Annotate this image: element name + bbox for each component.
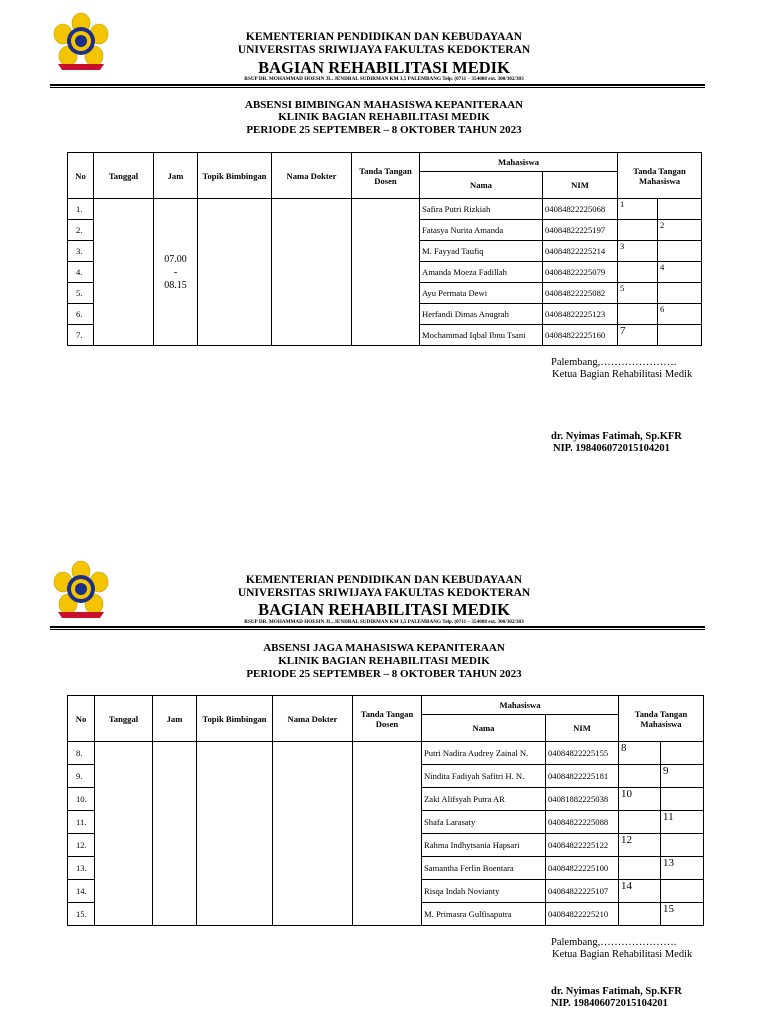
- student-nim: 04084822225155: [546, 742, 619, 765]
- jam-start: 07.00: [164, 253, 187, 265]
- student-nim: 04084822225100: [546, 857, 619, 880]
- signature-slot[interactable]: [618, 262, 658, 283]
- row-no: 2.: [68, 220, 94, 241]
- university-name: UNIVERSITAS SRIWIJAYA FAKULTAS KEDOKTERAN: [237, 587, 531, 599]
- signature-slot[interactable]: 15: [661, 903, 704, 926]
- student-nim: 04084822225068: [543, 199, 618, 220]
- sheet-title-3: PERIODE 25 SEPTEMBER – 8 OKTOBER TAHUN 2023: [246, 124, 522, 136]
- row-no: 3.: [68, 241, 94, 262]
- row-no: 14.: [68, 880, 95, 903]
- col-ttd-mahasiswa: Tanda Tangan Mahasiswa: [618, 153, 702, 199]
- col-ttd-dosen: Tanda Tangan Dosen: [352, 153, 420, 199]
- table-row: [68, 199, 702, 220]
- signature-slot[interactable]: [661, 788, 704, 811]
- department-name: BAGIAN REHABILITASI MEDIK: [258, 600, 510, 619]
- student-name: Samantha Ferlin Boentara: [422, 857, 546, 880]
- col-ttd-dosen: Tanda Tangan Dosen: [353, 696, 422, 742]
- signature-slot[interactable]: [658, 325, 702, 346]
- student-name: Mochammad Iqbal Ibnu Tsani: [420, 325, 543, 346]
- signature-slot[interactable]: [661, 880, 704, 903]
- col-mahasiswa: Mahasiswa: [420, 153, 618, 172]
- student-name: Herfandi Dimas Anugrah: [420, 304, 543, 325]
- topik-cell[interactable]: [197, 742, 273, 926]
- col-tanggal: Tanggal: [94, 153, 154, 199]
- col-no: No: [68, 153, 94, 199]
- signature-block: [551, 357, 692, 455]
- student-nim: 04084822225122: [546, 834, 619, 857]
- attendance-sheet-bimbingan: [0, 0, 768, 500]
- student-nim: 04084822225107: [546, 880, 619, 903]
- row-no: 13.: [68, 857, 95, 880]
- col-jam: Jam: [153, 696, 197, 742]
- ministry-name: KEMENTERIAN PENDIDIKAN DAN KEBUDAYAAN: [245, 31, 523, 43]
- signature-slot[interactable]: 10: [619, 788, 661, 811]
- student-nim: 04084822225214: [543, 241, 618, 262]
- sheet-title-2: KLINIK BAGIAN REHABILITASI MEDIK: [278, 111, 490, 123]
- sheet-title-1: ABSENSI JAGA MAHASISWA KEPANITERAAN: [263, 642, 505, 654]
- student-name: Putri Nadira Audrey Zainal N.: [422, 742, 546, 765]
- jam-end: 08.15: [164, 279, 187, 291]
- sheet-title-2: KLINIK BAGIAN REHABILITASI MEDIK: [278, 655, 490, 667]
- ministry-name: KEMENTERIAN PENDIDIKAN DAN KEBUDAYAAN: [245, 574, 523, 586]
- student-name: M. Fayyad Taufiq: [420, 241, 543, 262]
- student-nim: 04084822225079: [543, 262, 618, 283]
- signature-slot[interactable]: 11: [661, 811, 704, 834]
- university-name: UNIVERSITAS SRIWIJAYA FAKULTAS KEDOKTERAN: [237, 44, 531, 56]
- row-no: 12.: [68, 834, 95, 857]
- signature-slot[interactable]: 12: [619, 834, 661, 857]
- student-nim: 04081882225038: [546, 788, 619, 811]
- signature-slot[interactable]: 4: [658, 262, 702, 283]
- row-no: 5.: [68, 283, 94, 304]
- dokter-cell[interactable]: [272, 199, 352, 346]
- signature-slot[interactable]: [618, 304, 658, 325]
- signature-slot[interactable]: 7: [618, 325, 658, 346]
- row-no: 7.: [68, 325, 94, 346]
- table-row: [68, 742, 704, 765]
- attendance-table: [67, 695, 704, 926]
- col-nama: Nama: [420, 172, 543, 199]
- jam-cell[interactable]: [153, 742, 197, 926]
- jam-cell: [154, 199, 198, 346]
- student-name: Risqa Indah Novianty: [422, 880, 546, 903]
- col-topik: Topik Bimbingan: [197, 696, 273, 742]
- col-mahasiswa: Mahasiswa: [422, 696, 619, 715]
- topik-cell[interactable]: [198, 199, 272, 346]
- signature-slot[interactable]: 9: [661, 765, 704, 788]
- jam-sep: -: [173, 266, 178, 278]
- ttd-dosen-cell[interactable]: [353, 742, 422, 926]
- signature-slot[interactable]: 14: [619, 880, 661, 903]
- signature-slot[interactable]: [619, 811, 661, 834]
- student-nim: 04084822225160: [543, 325, 618, 346]
- address-line: RSUP DR. MOHAMMAD HOESIN JL. JENDRAL SUDIRMAN KM 3,5 PALEMBANG Telp. (0711 – 354088 ext. 300/302/303: [244, 619, 524, 625]
- row-no: 9.: [68, 765, 95, 788]
- sheet-title-3: PERIODE 25 SEPTEMBER – 8 OKTOBER TAHUN 2023: [246, 668, 522, 680]
- row-no: 10.: [68, 788, 95, 811]
- student-name: Shafa Larasaty: [422, 811, 546, 834]
- ttd-dosen-cell[interactable]: [352, 199, 420, 346]
- signature-slot[interactable]: [619, 857, 661, 880]
- student-nim: 04084822225210: [546, 903, 619, 926]
- tanggal-cell[interactable]: [94, 199, 154, 346]
- student-nim: 04084822225088: [546, 811, 619, 834]
- student-nim: 04084822225123: [543, 304, 618, 325]
- signature-block: [551, 937, 692, 1010]
- dokter-cell[interactable]: [273, 742, 353, 926]
- student-name: Zaki Alifsyah Putra AR: [422, 788, 546, 811]
- signature-slot[interactable]: [619, 765, 661, 788]
- letterhead-divider: [50, 626, 705, 630]
- signature-slot[interactable]: [661, 834, 704, 857]
- sign-place-date[interactable]: Palembang,………………….: [551, 357, 677, 368]
- signer-nip: NIP. 198406072015104201: [551, 998, 668, 1009]
- signature-slot[interactable]: [658, 283, 702, 304]
- col-no: No: [68, 696, 95, 742]
- signer-nip: NIP. 198406072015104201: [553, 443, 670, 454]
- col-jam: Jam: [154, 153, 198, 199]
- signature-slot[interactable]: 8: [619, 742, 661, 765]
- signer-name: dr. Nyimas Fatimah, Sp.KFR: [551, 986, 682, 997]
- student-nim: 04084822225197: [543, 220, 618, 241]
- student-name: Amanda Moeza Fadillah: [420, 262, 543, 283]
- col-ttd-mahasiswa: Tanda Tangan Mahasiswa: [619, 696, 704, 742]
- col-nim: NIM: [546, 715, 619, 742]
- attendance-sheet-jaga: [0, 560, 768, 1024]
- student-name: Safira Putri Rizkiah: [420, 199, 543, 220]
- signature-slot[interactable]: [658, 241, 702, 262]
- student-name: Ayu Permata Dewi: [420, 283, 543, 304]
- col-tanggal: Tanggal: [95, 696, 153, 742]
- sign-role: Ketua Bagian Rehabilitasi Medik: [552, 949, 693, 960]
- sign-role: Ketua Bagian Rehabilitasi Medik: [552, 369, 693, 380]
- sign-place-date[interactable]: Palembang,………………….: [551, 937, 677, 948]
- department-name: BAGIAN REHABILITASI MEDIK: [258, 58, 510, 77]
- signature-slot[interactable]: 2: [658, 220, 702, 241]
- col-dokter: Nama Dokter: [273, 696, 353, 742]
- sheet-title-1: ABSENSI BIMBINGAN MAHASISWA KEPANITERAAN: [244, 99, 524, 111]
- attendance-table: [67, 152, 702, 346]
- signer-name: dr. Nyimas Fatimah, Sp.KFR: [551, 431, 682, 442]
- col-topik: Topik Bimbingan: [198, 153, 272, 199]
- student-name: Rahma Indhytsania Hapsari: [422, 834, 546, 857]
- address-line: RSUP DR. MOHAMMAD HOESIN JL. JENDRAL SUDIRMAN KM 3,5 PALEMBANG Telp. (0711 – 354088 ext. 300/302/303: [244, 76, 524, 82]
- letterhead-divider: [50, 84, 705, 88]
- signature-slot[interactable]: [618, 220, 658, 241]
- signature-slot[interactable]: 1: [618, 199, 658, 220]
- row-no: 15.: [68, 903, 95, 926]
- signature-slot[interactable]: [619, 903, 661, 926]
- signature-slot[interactable]: 6: [658, 304, 702, 325]
- student-nim: 04084822225181: [546, 765, 619, 788]
- col-nim: NIM: [543, 172, 618, 199]
- col-nama: Nama: [422, 715, 546, 742]
- student-name: Nindita Fadiyah Safitri H. N.: [422, 765, 546, 788]
- signature-slot[interactable]: 3: [618, 241, 658, 262]
- signature-slot[interactable]: 13: [661, 857, 704, 880]
- row-no: 11.: [68, 811, 95, 834]
- tanggal-cell[interactable]: [95, 742, 153, 926]
- student-name: Fatasya Nurita Amanda: [420, 220, 543, 241]
- row-no: 4.: [68, 262, 94, 283]
- row-no: 1.: [68, 199, 94, 220]
- col-dokter: Nama Dokter: [272, 153, 352, 199]
- signature-slot[interactable]: [661, 742, 704, 765]
- row-no: 6.: [68, 304, 94, 325]
- student-name: M. Primasra Gulfisaputra: [422, 903, 546, 926]
- signature-slot[interactable]: 5: [618, 283, 658, 304]
- student-nim: 04084822225082: [543, 283, 618, 304]
- signature-slot[interactable]: [658, 199, 702, 220]
- row-no: 8.: [68, 742, 95, 765]
